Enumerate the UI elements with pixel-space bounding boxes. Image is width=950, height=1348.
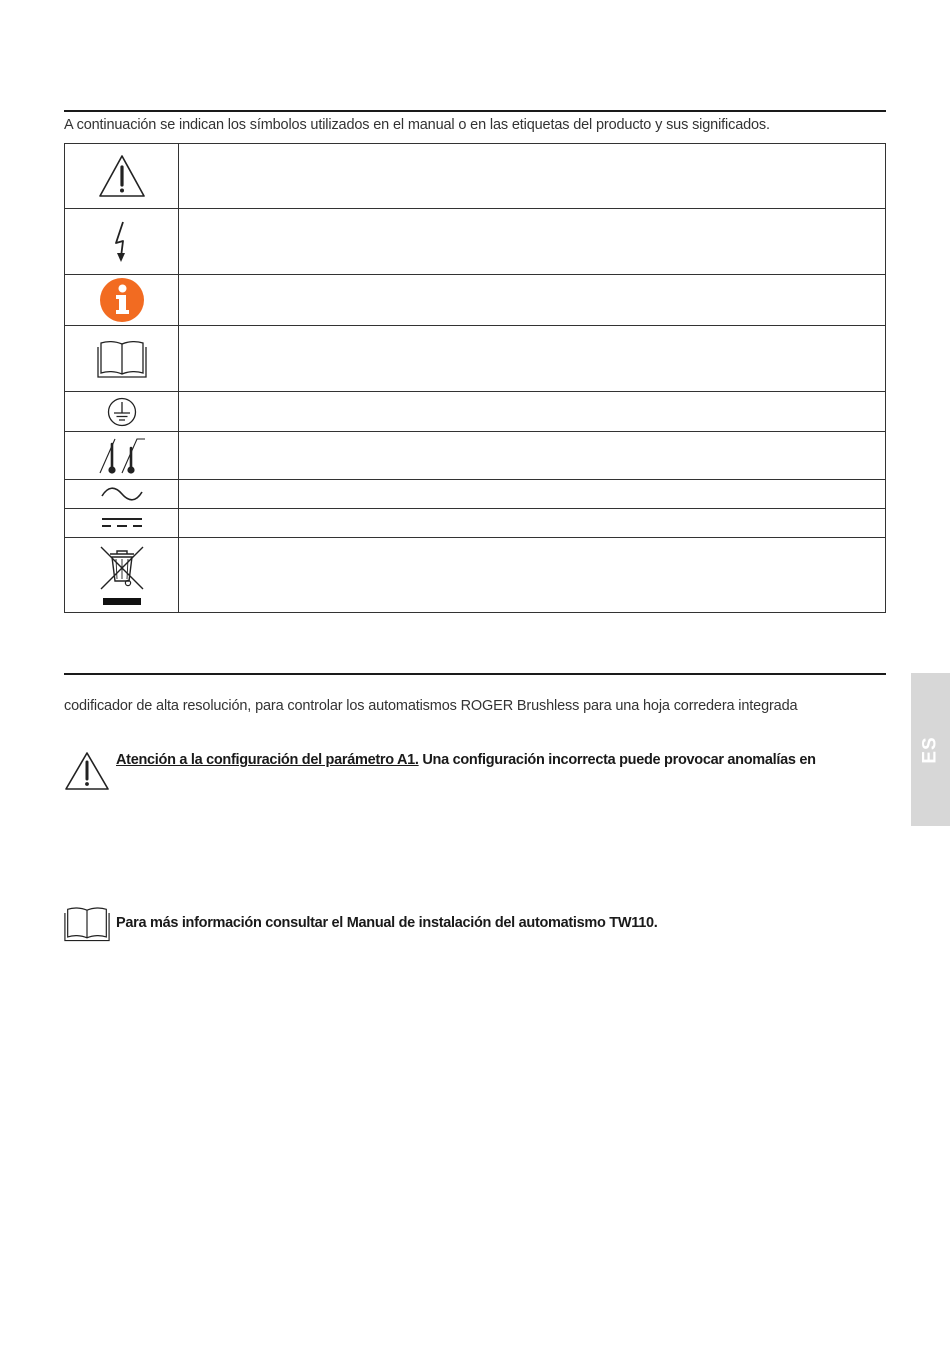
language-tab-label: ES (919, 735, 941, 764)
alternating-current-icon (100, 486, 144, 502)
warning-triangle-icon (64, 751, 110, 791)
symbol-description (179, 480, 886, 509)
top-rule (64, 110, 886, 112)
table-row (65, 432, 886, 480)
info-circle-icon (99, 277, 145, 323)
manual-book-icon (97, 339, 147, 379)
warning-note (116, 752, 886, 768)
symbol-description (179, 432, 886, 480)
direct-current-icon (100, 516, 144, 530)
symbol-description (179, 509, 886, 538)
ground-earth-icon (107, 397, 137, 427)
symbol-description (179, 144, 886, 209)
symbol-description (179, 326, 886, 392)
table-row (65, 144, 886, 209)
warning-triangle-icon (97, 153, 147, 199)
weee-crossed-bin-icon (97, 541, 147, 609)
manual-book-icon (64, 905, 110, 943)
intro-text: A continuación se indican los símbolos utilizados en el manual o en las etiquetas del producto y sus significados. (64, 117, 770, 133)
table-row (65, 392, 886, 432)
manual-note: Para más información consultar el Manual de instalación del automatismo TW110. (116, 915, 658, 931)
symbols-table (64, 143, 886, 613)
table-row (65, 326, 886, 392)
product-description: codificador de alta resolución, para controlar los automatismos ROGER Brushless para una hoja corredera integrada (64, 698, 798, 714)
table-row (65, 480, 886, 509)
warning-emphasis: Atención a la configuración del parámetro A1. (116, 752, 419, 768)
symbol-description (179, 538, 886, 613)
warning-text: Una configuración incorrecta puede provocar anomalías en (418, 752, 816, 768)
symbol-description (179, 209, 886, 275)
table-row (65, 538, 886, 613)
table-row (65, 275, 886, 326)
symbol-description (179, 392, 886, 432)
lightning-bolt-icon (112, 220, 132, 264)
temperature-thermometers-icon (97, 436, 147, 476)
language-tab (911, 673, 950, 826)
section-rule (64, 673, 886, 675)
table-row (65, 209, 886, 275)
symbol-description (179, 275, 886, 326)
table-row (65, 509, 886, 538)
